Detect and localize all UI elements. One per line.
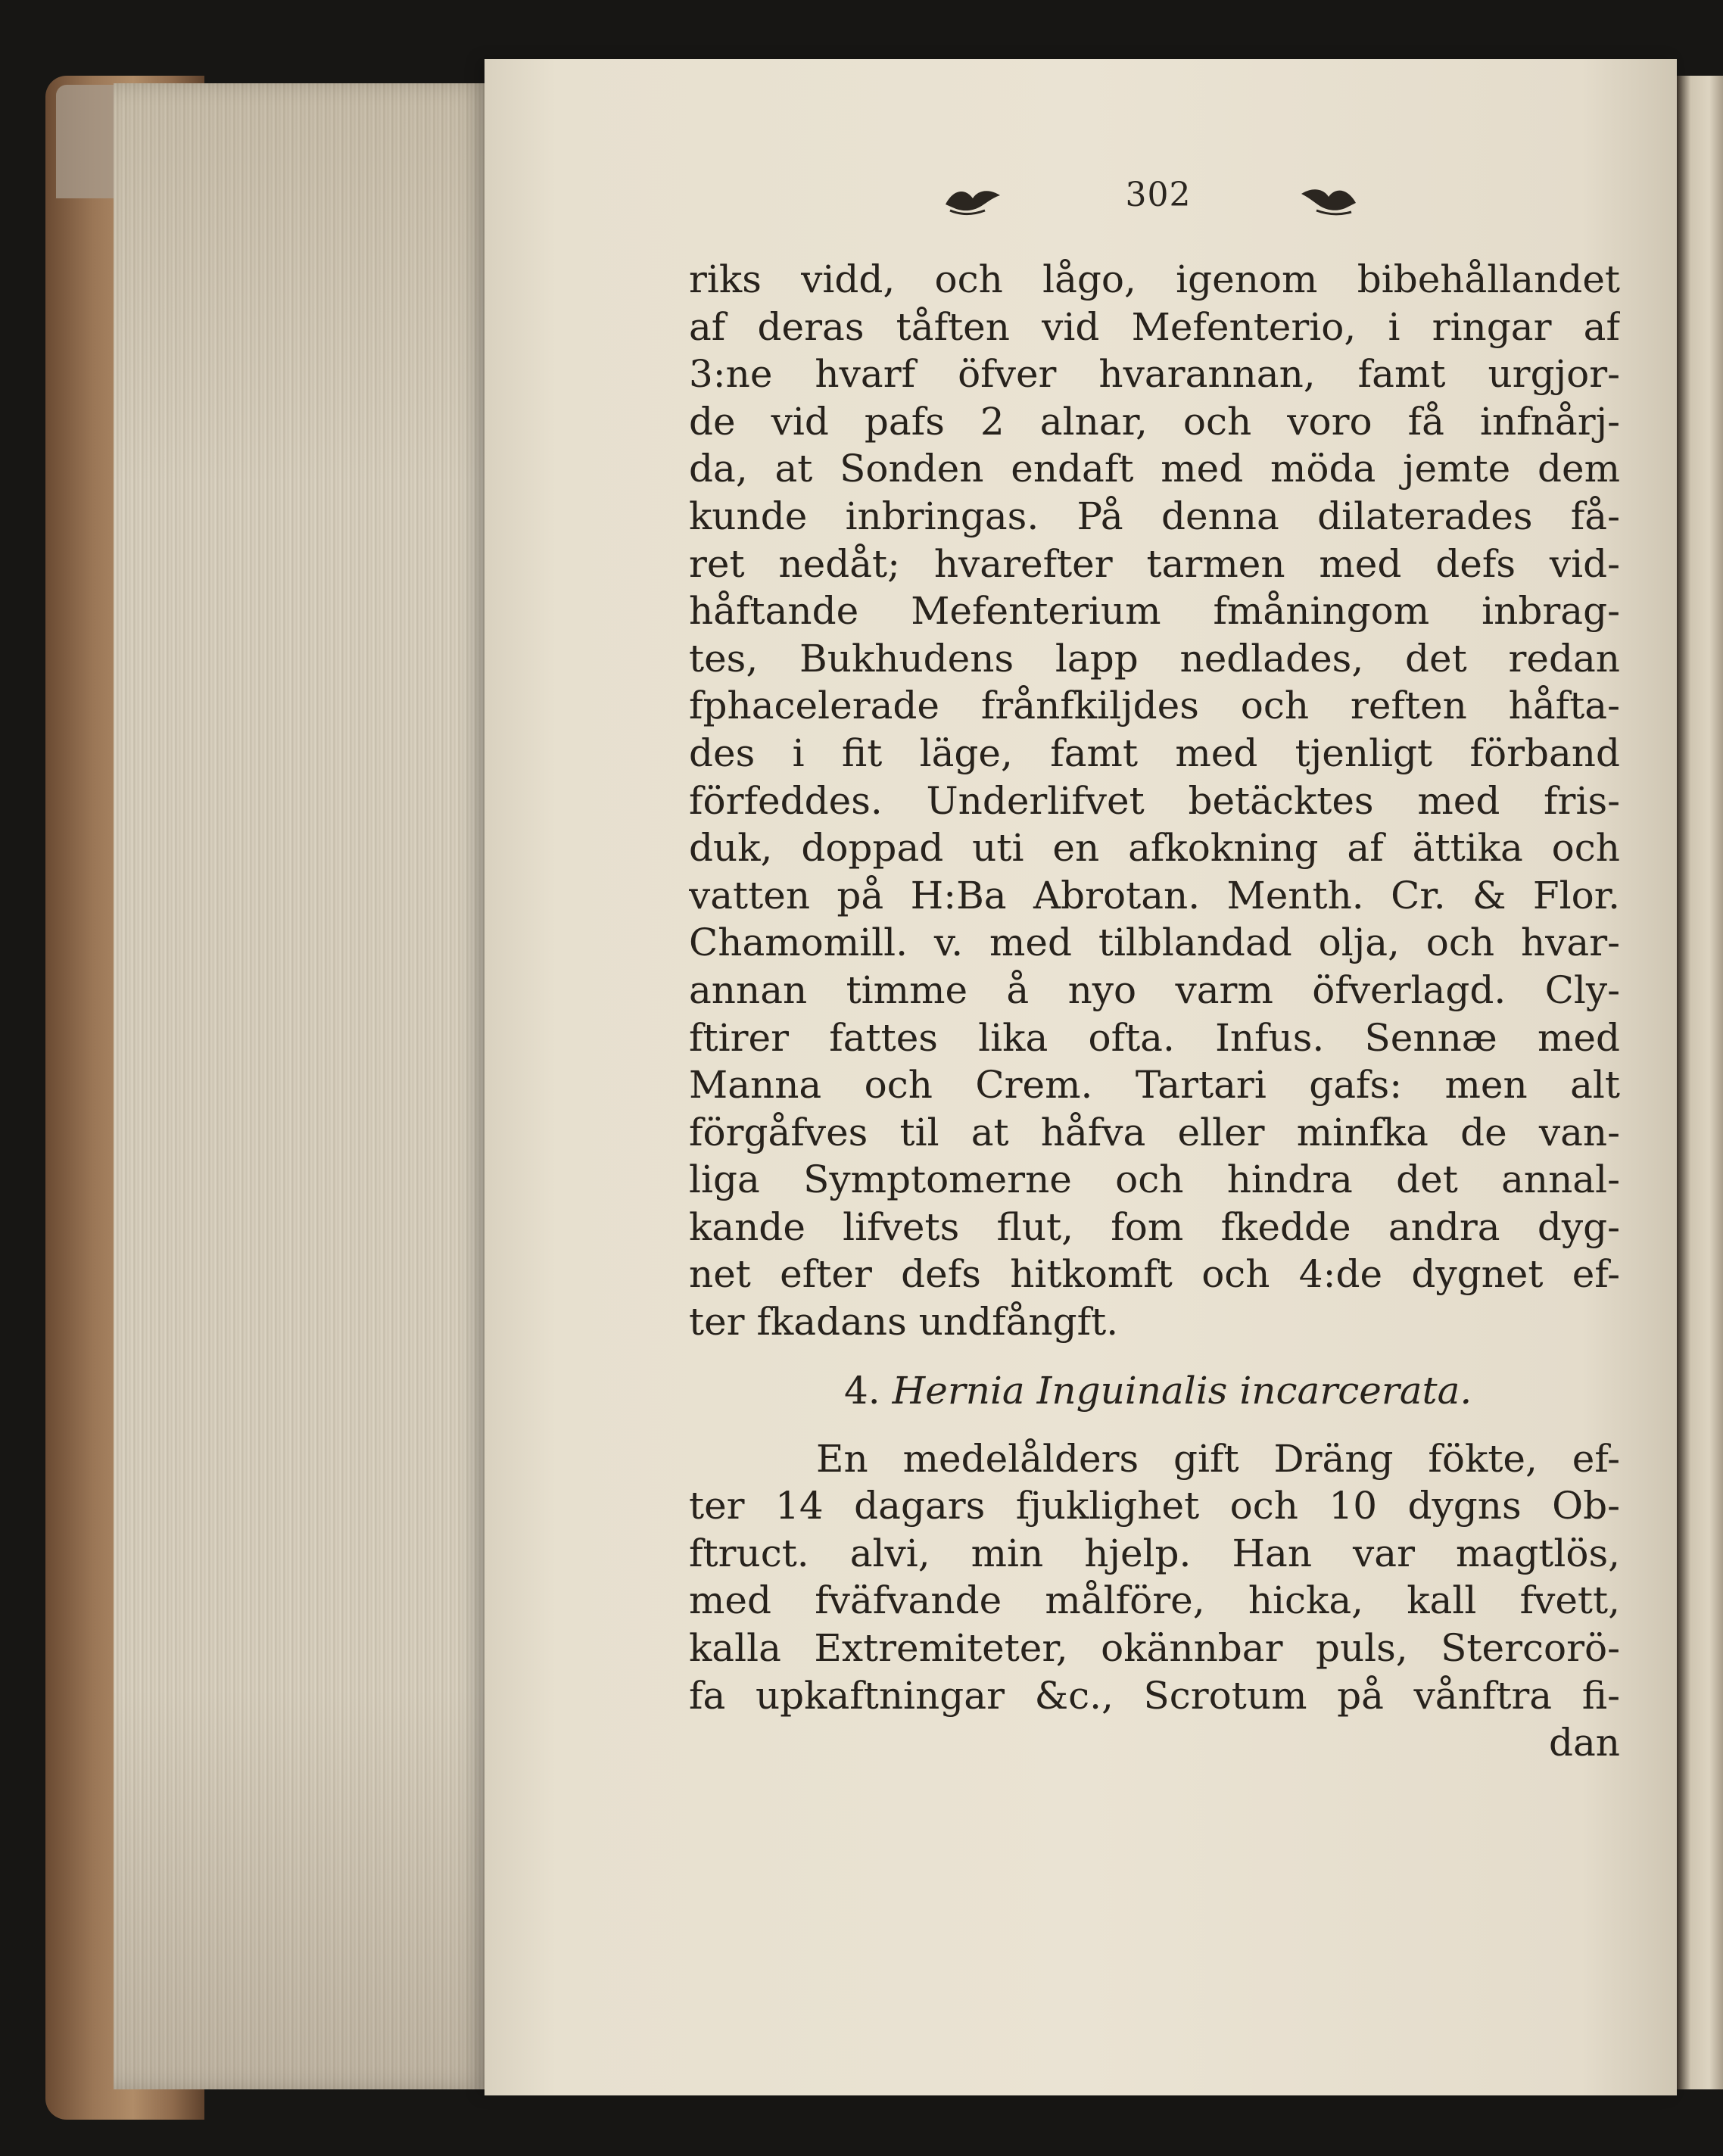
catchword: dan: [1548, 1721, 1620, 1765]
page-number: 302: [1125, 176, 1192, 214]
text-line: ftirer fattes lika ofta. Infus. Sennæ med: [689, 1015, 1620, 1060]
text-line: des i fit läge, famt med tjenligt förband: [689, 731, 1620, 775]
text-line: fa upkaftningar &c., Scrotum på vånftra fi-: [689, 1673, 1620, 1718]
page-text: [689, 256, 1620, 1767]
text-line: duk, doppad uti en afkokning af ättika och: [689, 826, 1620, 871]
text-line: annan timme å nyo varm öfverlagd. Cly-: [689, 967, 1620, 1012]
text-line: En medelålders gift Dräng fökte, ef-: [816, 1436, 1620, 1481]
text-line: kande lifvets flut, fom fkedde andra dyg-: [689, 1204, 1620, 1249]
section-number: 4.: [844, 1368, 880, 1413]
text-line: ter 14 dagars fjuklighet och 10 dygns Ob-: [689, 1484, 1620, 1528]
text-line: net efter defs hitkomft och 4:de dygnet ef-: [689, 1252, 1620, 1297]
text-line: fphacelerade frånfkiljdes och reften håfta-: [689, 684, 1620, 728]
text-line: vatten på H:Ba Abrotan. Menth. Cr. & Flor.: [689, 873, 1620, 918]
page-edges-shading: [114, 83, 492, 2089]
text-line: med fväfvande målföre, hicka, kall fvett,: [689, 1578, 1620, 1623]
text-line: Chamomill. v. med tilblandad olja, och hvar-: [689, 921, 1620, 965]
text-line: kalla Extremiteter, okännbar puls, Stercorö-: [689, 1626, 1620, 1671]
text-line: ftruct. alvi, min hjelp. Han var magtlös,: [689, 1531, 1620, 1575]
text-line: 3:ne hvarf öfver hvarannan, famt urgjor-: [689, 352, 1620, 397]
text-line: Manna och Crem. Tartari gafs: men alt: [689, 1063, 1620, 1108]
section-title: Hernia Inguinalis incarcerata.: [892, 1368, 1472, 1413]
page-header: [943, 176, 1366, 229]
ornament-leaf-right-icon: [1298, 182, 1359, 217]
ornament-leaf-left-icon: [943, 182, 1003, 217]
text-line: kunde inbringas. På denna dilaterades få-: [689, 494, 1620, 538]
text-line: förfeddes. Underlifvet betäcktes med fris-: [689, 778, 1620, 823]
section-heading: [689, 1346, 1620, 1435]
text-line: ter fkadans undfångft.: [689, 1300, 1119, 1344]
text-line: af deras tåften vid Mefenterio, i ringar af: [689, 304, 1620, 349]
text-line: riks vidd, och lågo, igenom bibehållandet: [689, 257, 1620, 301]
text-line: de vid pafs 2 alnar, och voro få infnårj-: [689, 399, 1620, 444]
text-line: ret nedåt; hvarefter tarmen med defs vid-: [689, 541, 1620, 586]
text-line: da, at Sonden endaft med möda jemte dem: [689, 447, 1620, 491]
text-line: tes, Bukhudens lapp nedlades, det redan: [689, 636, 1620, 681]
text-line: förgåfves til at håfva eller minfka de van-: [689, 1110, 1620, 1154]
facing-page-edge: [1677, 76, 1723, 2089]
text-line: liga Symptomerne och hindra det annal-: [689, 1157, 1620, 1202]
text-line: håftande Mefenterium fmåningom inbrag-: [689, 589, 1620, 634]
